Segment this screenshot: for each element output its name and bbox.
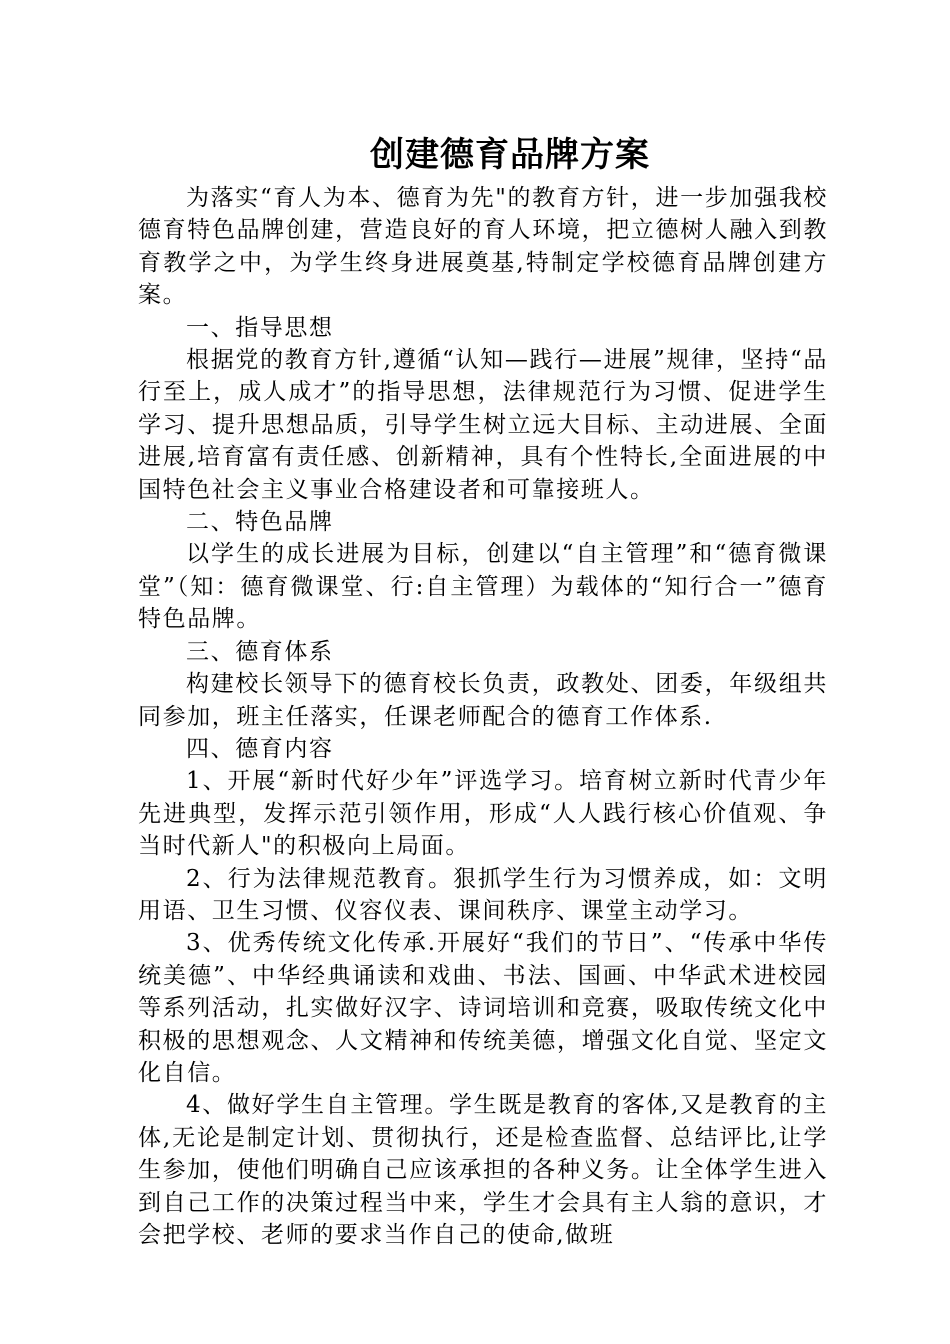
paragraph-content-item-1: 1、开展“新时代好少年”评选学习。培育树立新时代青少年先进典型，发挥示范引领作用，形成“人人践行核心价值观、争当时代新人"的积极向上局面。 bbox=[138, 768, 828, 860]
paragraph-content-item-3: 3、优秀传统文化传承.开展好“我们的节日”、“传承中华传统美德”、中华经典诵读和戏曲、书法、国画、中华武术进校园等系列活动，扎实做好汉字、诗词培训和竞赛，吸取传统文化中积极的思想观念、人文精神和传统美德，增强文化自觉、坚定文化自信。 bbox=[138, 930, 828, 1086]
section-heading-guiding-thought: 一、指导思想 bbox=[186, 314, 334, 341]
paragraph-guiding-thought: 根据党的教育方针,遵循“认知—践行—进展”规律，坚持“品行至上，成人成才”的指导思想，法律规范行为习惯、促进学生学习、提升思想品质，引导学生树立远大目标、主动进展、全面进展,培育富有责任感、创新精神，具有个性特长,全面进展的中国特色社会主义事业合格建设者和可靠接班人。 bbox=[138, 347, 828, 503]
paragraph-content-item-4: 4、做好学生自主管理。学生既是教育的客体,又是教育的主体,无论是制定计划、贯彻执行，还是检查监督、总结评比,让学生参加，使他们明确自己应该承担的各种义务。让全体学生进入到自己工作的决策过程当中来，学生才会具有主人翁的意识，才会把学校、老师的要求当作自己的使命,做班 bbox=[138, 1092, 828, 1248]
paragraph-content-item-2: 2、行为法律规范教育。狠抓学生行为习惯养成，如：文明用语、卫生习惯、仪容仪表、课间秩序、课堂主动学习。 bbox=[138, 865, 828, 924]
paragraph-intro: 为落实“育人为本、德育为先"的教育方针，进一步加强我校德育特色品牌创建，营造良好的育人环境，把立德树人融入到教育教学之中，为学生终身进展奠基,特制定学校德育品牌创建方案。 bbox=[138, 185, 828, 309]
section-heading-moral-content: 四、德育内容 bbox=[186, 735, 334, 762]
paragraph-feature-brand: 以学生的成长进展为目标，创建以“自主管理”和“德育微课堂”（知：德育微课堂、行:自主管理）为载体的“知行合一”德育特色品牌。 bbox=[138, 541, 828, 633]
document-title: 创建德育品牌方案 bbox=[370, 135, 650, 175]
section-heading-feature-brand: 二、特色品牌 bbox=[186, 509, 334, 536]
document-body bbox=[138, 182, 828, 1251]
section-heading-moral-system: 三、德育体系 bbox=[186, 638, 334, 665]
paragraph-moral-system: 构建校长领导下的德育校长负责，政教处、团委，年级组共同参加，班主任落实，任课老师配合的德育工作体系. bbox=[138, 671, 828, 730]
